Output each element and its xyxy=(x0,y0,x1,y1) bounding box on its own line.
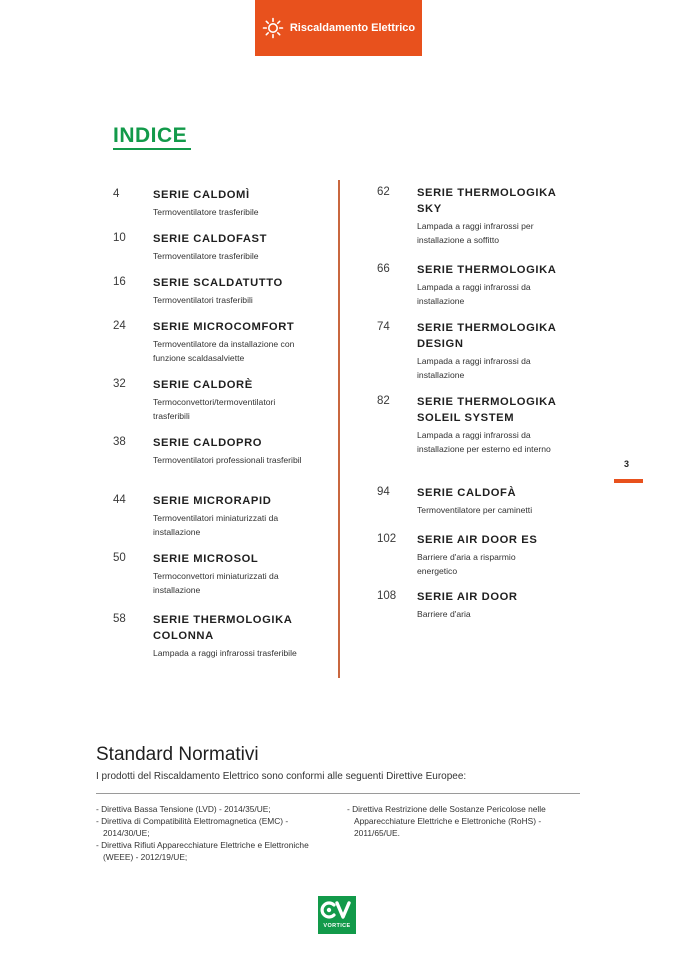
standards-item: - Direttiva Rifiuti Apparecchiature Elettriche e Elettroniche (WEEE) - 2012/19/UE; xyxy=(96,840,309,862)
entry-page: 74 xyxy=(377,321,390,333)
entry-description: Lampada a raggi infrarossi da installazione per esterno ed interno xyxy=(417,430,551,454)
entry-page: 50 xyxy=(113,552,126,564)
vortice-logo xyxy=(318,896,356,934)
entry-description: Termoventilatori trasferibili xyxy=(153,295,253,305)
entry-title: SERIE MICROSOL xyxy=(153,553,259,565)
entry-title: SERIE AIR DOOR ES xyxy=(417,534,538,546)
entry-description: Termoconvettori miniaturizzati da installazione xyxy=(153,571,279,595)
entry-title: SERIE CALDOMÌ xyxy=(153,189,250,201)
entry-page: 108 xyxy=(377,590,397,602)
logo-text: VORTICE xyxy=(323,923,351,929)
entry-page: 66 xyxy=(377,263,390,275)
standards-intro: I prodotti del Riscaldamento Elettrico sono conformi alle seguenti Direttive Europee: xyxy=(96,771,467,782)
entry-page: 102 xyxy=(377,533,397,545)
entry-page: 16 xyxy=(113,276,126,288)
page-number: 3 xyxy=(624,459,630,469)
entry-title: SERIE CALDOPRO xyxy=(153,437,263,449)
entry-description: Barriere d'aria a risparmio energetico xyxy=(417,552,516,576)
column-divider xyxy=(338,180,340,678)
entry-title: SERIE THERMOLOGIKA xyxy=(417,264,557,276)
index-title: INDICE xyxy=(113,124,188,147)
entry-page: 32 xyxy=(113,378,126,390)
entry-description: Lampada a raggi infrarossi da installazione xyxy=(417,282,531,306)
entry-description: Barriere d'aria xyxy=(417,609,471,619)
entry-title: SERIE CALDOFÀ xyxy=(417,487,517,499)
entry-page: 62 xyxy=(377,186,390,198)
entry-page: 24 xyxy=(113,320,126,332)
entry-description: Termoventilatori miniaturizzati da installazione xyxy=(153,513,279,537)
page-marker-bar xyxy=(614,479,643,483)
entry-title: SERIE MICRORAPID xyxy=(153,495,272,507)
standards-item: - Direttiva Bassa Tensione (LVD) - 2014/35/UE; xyxy=(96,804,271,814)
header-title: Riscaldamento Elettrico xyxy=(289,22,416,34)
entry-description: Lampada a raggi infrarossi per installazione a soffitto xyxy=(417,221,534,245)
entry-title: SERIE MICROCOMFORT xyxy=(153,321,295,333)
entry-page: 94 xyxy=(377,486,390,498)
index-title-underline xyxy=(113,148,191,150)
entry-title: SERIE CALDOFAST xyxy=(153,233,268,245)
standards-item: - Direttiva di Compatibilità Elettromagnetica (EMC) - 2014/30/UE; xyxy=(96,816,289,838)
vortice-logo-mark-icon xyxy=(318,896,356,924)
standards-right-list xyxy=(347,803,579,839)
entry-description: Termoventilatore per caminetti xyxy=(417,505,533,515)
sun-icon xyxy=(262,17,284,39)
entry-page: 82 xyxy=(377,395,390,407)
entry-title: SERIE SCALDATUTTO xyxy=(153,277,283,289)
header-tab xyxy=(255,0,422,56)
entry-page: 38 xyxy=(113,436,126,448)
entry-description: Termoventilatore da installazione con funzione scaldasalviette xyxy=(153,339,295,363)
entry-title: SERIE THERMOLOGIKA SKY xyxy=(417,187,557,215)
entry-description: Termoconvettori/termoventilatori trasferibili xyxy=(153,397,276,421)
entry-description: Termoventilatore trasferibile xyxy=(153,251,259,261)
standards-title: Standard Normativi xyxy=(96,744,259,765)
entry-description: Lampada a raggi infrarossi trasferibile xyxy=(153,648,297,658)
entry-page: 4 xyxy=(113,188,120,200)
standards-item: - Direttiva Restrizione delle Sostanze Pericolose nelle Apparecchiature Elettriche e Elettroniche (RoHS) - 2011/65/UE. xyxy=(347,804,546,838)
entry-title: SERIE AIR DOOR xyxy=(417,591,518,603)
entry-description: Lampada a raggi infrarossi da installazione xyxy=(417,356,531,380)
standards-left-list xyxy=(96,803,321,863)
entry-description: Termoventilatore trasferibile xyxy=(153,207,259,217)
entry-title: SERIE THERMOLOGIKA DESIGN xyxy=(417,322,557,350)
entry-title: SERIE THERMOLOGIKA SOLEIL SYSTEM xyxy=(417,396,557,424)
standards-divider xyxy=(96,793,580,794)
entry-page: 44 xyxy=(113,494,126,506)
entry-page: 58 xyxy=(113,613,126,625)
entry-page: 10 xyxy=(113,232,126,244)
entry-description: Termoventilatori professionali trasferibil xyxy=(153,455,302,465)
entry-title: SERIE CALDORÈ xyxy=(153,379,253,391)
entry-title: SERIE THERMOLOGIKA COLONNA xyxy=(153,614,293,642)
